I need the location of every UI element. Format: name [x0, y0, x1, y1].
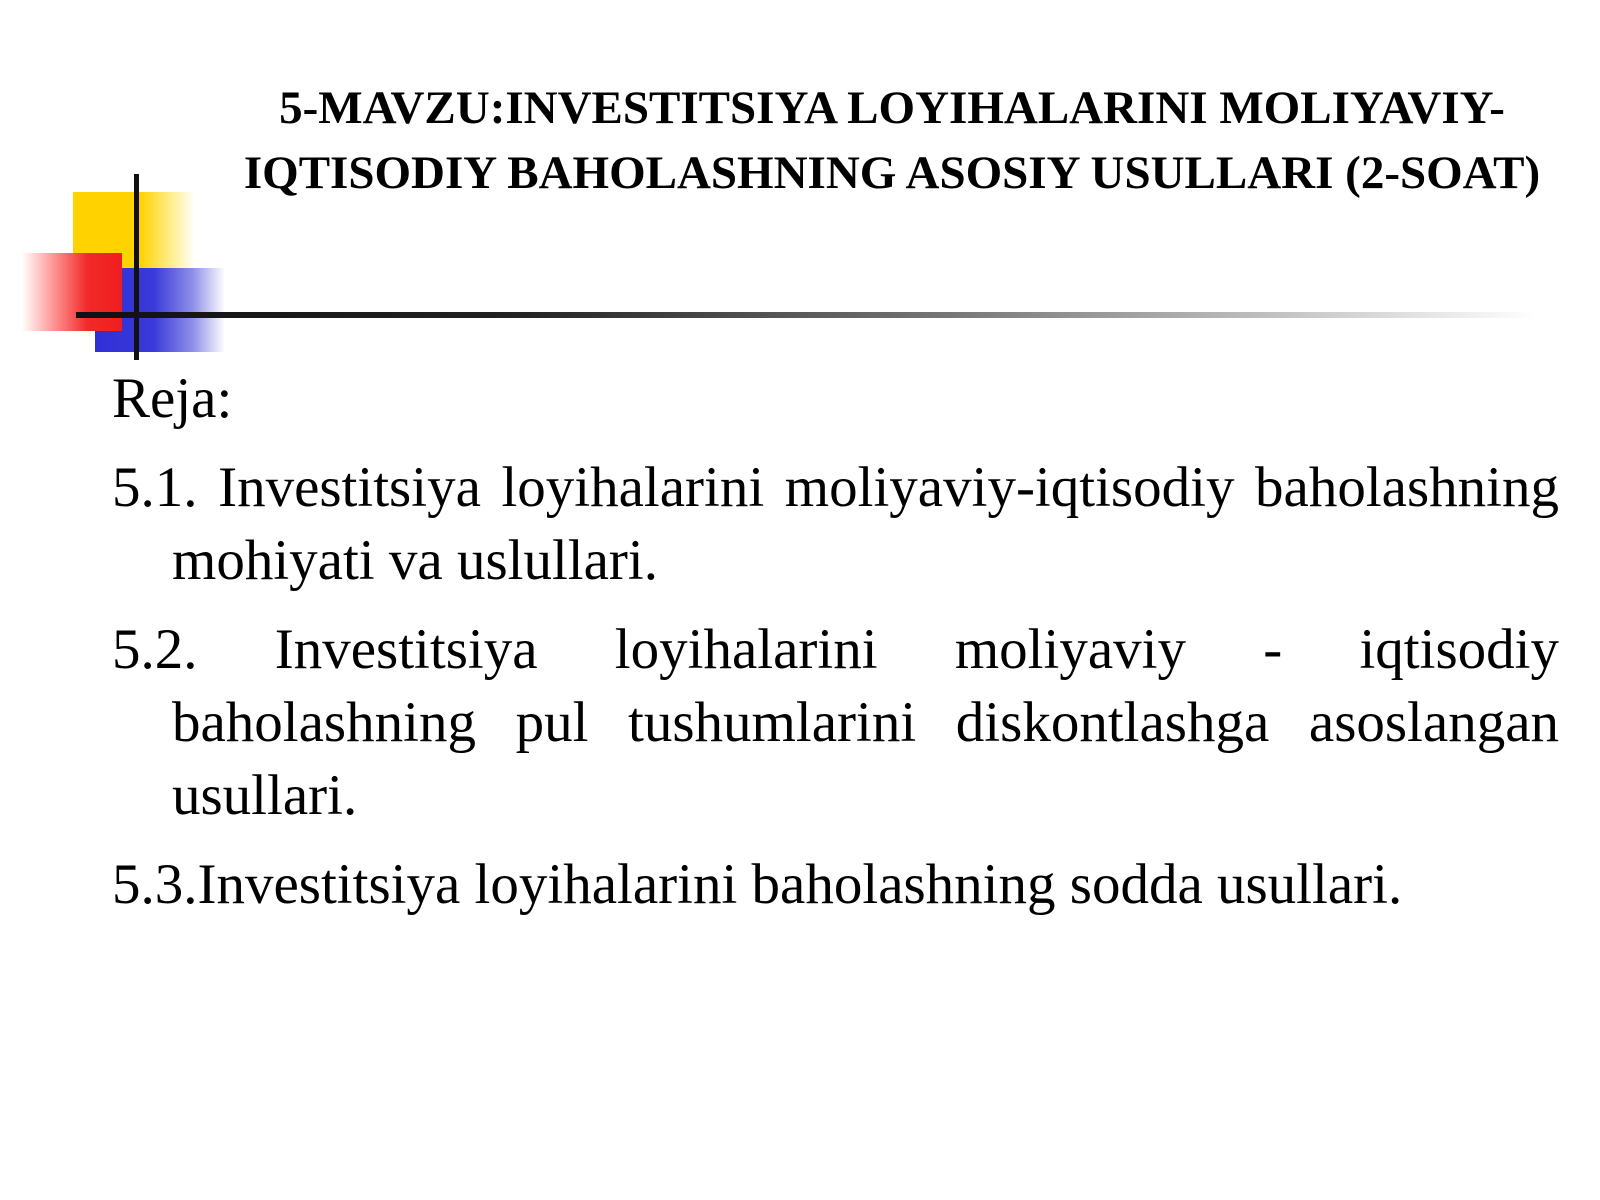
- slide-body: [112, 362, 1559, 937]
- plan-item-5-1: 5.1. Investitsiya loyihalarini moliyaviy-iqtisodiy baholashning mohiyati va uslullari.: [112, 456, 1559, 592]
- red-square-decoration: [22, 253, 122, 331]
- plan-heading: Reja:: [112, 367, 233, 430]
- plan-item-5-3: 5.3.Investitsiya loyihalarini baholashning sodda usullari.: [112, 853, 1403, 916]
- vertical-rule-line: [134, 174, 139, 360]
- plan-item-5-2: 5.2. Investitsiya loyihalarini moliyaviy - iqtisodiy baholashning pul tushumlarini diskontlashga asoslangan usullari.: [112, 618, 1559, 827]
- slide-title: 5-MAVZU:INVESTITSIYA LOYIHALARINI MOLIYAVIY- IQTISODIY BAHOLASHNING ASOSIY USULLARI (2-SOAT): [243, 82, 1541, 199]
- horizontal-rule-line: [76, 312, 1536, 318]
